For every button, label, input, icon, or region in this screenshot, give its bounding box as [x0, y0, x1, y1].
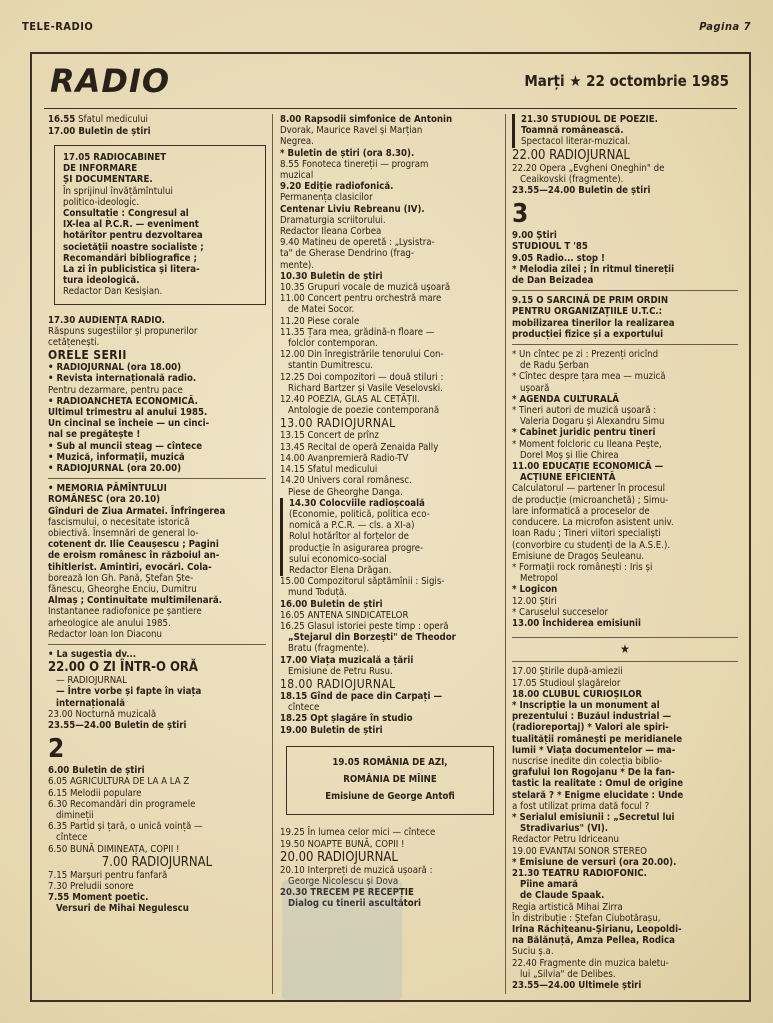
text-line: Regia artistică Mihai Zirra — [512, 901, 623, 913]
radio-schedule-frame — [30, 52, 751, 1002]
text-line: de Dan Beizadea — [512, 275, 594, 287]
text-line: Redactor Elena Drăgan. — [289, 564, 392, 576]
text-line: 11.00 EDUCAȚIE ECONOMICĂ — — [512, 461, 664, 473]
text-line: cîntece — [288, 702, 320, 714]
radiojurnal-18: 18.00 RADIOJURNAL — [280, 676, 396, 691]
schedule-date: Marți ★ 22 octombrie 1985 — [524, 72, 729, 90]
page-number: Pagina 7 — [699, 20, 751, 33]
radiojurnal-7: 7.00 RADIOJURNAL — [101, 854, 213, 870]
section-label: TELE-RADIO — [22, 20, 94, 33]
text-line: stelară ? * Enigme elucidate : Unde — [512, 789, 684, 801]
text-line: tastic la realitate : Omul de origine — [512, 778, 684, 790]
column-2 — [280, 114, 500, 910]
text-line: Almaș ; Continuitate multimilenară. — [48, 595, 222, 607]
text-line: 14.00 Avanpremieră Radio-TV — [280, 452, 409, 464]
text-line: 12.25 Doi compozitori — două stiluri : — [280, 371, 444, 383]
text-line: dimineții — [56, 810, 94, 822]
text-line: 12.00 Din înregistrările tenorului Con- — [280, 349, 444, 361]
text-line: 17.00 Viața muzicală a țării — [280, 654, 414, 666]
column-1 — [48, 114, 266, 915]
box-line: IX-lea al P.C.R. — eveniment — [63, 219, 199, 231]
text-line: mobilizarea tinerilor la realizarea — [512, 317, 675, 329]
studioul-de-poezie-block — [512, 114, 738, 148]
text-line: nal se pregătește ! — [48, 429, 141, 441]
text-line: 13.15 Concert de prînz — [280, 430, 379, 442]
column-divider — [505, 114, 506, 994]
box-line: politico-ideologic. — [63, 196, 140, 208]
list-item: 16.55 Sfatul medicului — [48, 114, 148, 125]
romania-de-azi-box — [286, 746, 494, 816]
text-line: PENTRU ORGANIZAȚIILE U.T.C.: — [512, 306, 663, 318]
text-line: * AGENDA CULTURALĂ — [512, 393, 619, 405]
text-line: Ultimul trimestru al anului 1985. — [48, 406, 208, 418]
text-line: 13.45 Recital de operă Zenaida Pally — [280, 441, 439, 453]
text-line: 10.35 Grupuri vocale de muzică ușoară — [280, 282, 451, 294]
text-line: 22.20 Opera „Evgheni Oneghin" de — [512, 162, 665, 174]
box-line: Consultație : Congresul al — [63, 207, 189, 219]
box-line: ROMÂNIA DE MÎINE — [343, 773, 437, 785]
text-line: tihitlerist. Amintiri, evocări. Cola- — [48, 561, 212, 573]
radiojurnal-20: 20.00 RADIOJURNAL — [280, 849, 398, 865]
orele-serii-heading: ORELE SERII — [48, 348, 127, 363]
text-line: * Melodia zilei ; În ritmul tinereții — [512, 263, 675, 275]
text-line: obiectivă. Însemnări de general lo- — [48, 528, 199, 539]
text-line: • MEMORIA PĂMÎNTULUI — [48, 483, 167, 495]
text-line: Stradivarius" (VI). — [520, 823, 609, 835]
text-line: arheologice ale anului 1985. — [48, 617, 171, 629]
text-line: Toamnă românească. — [521, 125, 624, 137]
text-line: George Nicolescu și Dova — [288, 875, 399, 887]
text-line: 18.15 Gînd de pace din Carpați — — [280, 690, 443, 702]
text-line: 18.25 Opt șlagăre în studio — [280, 713, 413, 725]
text-line: • Revista internațională radio. — [48, 373, 197, 385]
text-line: 16.05 ANTENA SINDICATELOR — [280, 609, 409, 621]
text-line: Pîine amară — [520, 879, 578, 891]
text-line: „Stejarul din Borzești" de Theodor — [288, 632, 456, 644]
audienta-title: 17.30 AUDIENȚA RADIO. — [48, 314, 165, 326]
text-line: de Matei Socor. — [288, 304, 355, 316]
text-line: 6.35 Partid și țară, o unică voință — — [48, 821, 203, 833]
text-line: 9.20 Ediție radiofonică. — [280, 181, 394, 193]
text-line: 9.40 Matineu de operetă : „Lysistra- — [280, 237, 435, 249]
text-line: Suciu ș.a. — [512, 946, 554, 958]
text-line: de producție (microanchetă) ; Simu- — [512, 494, 669, 506]
text-line: Richard Bartzer și Vasile Veselovski. — [288, 382, 443, 394]
text-line: Redactor Petru Idriceanu — [512, 834, 619, 846]
text-line: Instantanee radiofonice pe șantiere — [48, 606, 202, 618]
text-line: Emisiune de Dragoș Seuleanu. — [512, 550, 645, 562]
text-line: 14.30 Colocviile radioșcoală — [289, 497, 425, 509]
text-line: Valeria Dogaru și Alexandru Simu — [520, 416, 665, 428]
text-line: 16.25 Glasul istoriei peste timp : operă — [280, 620, 449, 632]
text-line: * Cabinet juridic pentru tineri — [512, 427, 656, 439]
radiojurnal-22: 22.00 RADIOJURNAL — [512, 147, 630, 163]
text-line: Piese de Gheorghe Danga. — [288, 486, 403, 498]
text-line: 8.55 Fonoteca tinereții — program — [280, 158, 429, 170]
day-number-2: 2 — [48, 734, 65, 765]
text-line: • RADIOANCHETA ECONOMICĂ. — [48, 395, 198, 407]
text-line: 9.15 O SARCINĂ DE PRIM ORDIN — [512, 295, 669, 307]
text-line: cîntece — [56, 832, 88, 844]
text-line: fănescu, Gheorghe Enciu, Dumitru — [48, 584, 197, 596]
page-title: RADIO — [50, 62, 171, 100]
text-line: Ceaikovski (fragmente). — [520, 173, 624, 185]
text-line: Pentru dezarmare, pentru pace — [48, 384, 183, 396]
box-line: 17.05 RADIOCABINET — [63, 151, 167, 163]
text-line: Negrea. — [280, 136, 314, 148]
text-line: * Buletin de știri (ora 8.30). — [280, 147, 415, 159]
text-line: • Muzică, informații, muzică — [48, 451, 185, 463]
text-line: Răspuns sugestiilor și propunerilor — [48, 325, 198, 337]
text-line: 9.05 Radio... stop ! — [512, 252, 605, 264]
section-rule — [512, 290, 738, 291]
text-line: nuscrise inedite din colecția biblio- — [512, 755, 663, 767]
text-line: ROMÂNESC (ora 20.10) — [48, 494, 161, 506]
text-line: * Formații rock românești : Iris și — [512, 561, 653, 573]
text-line: Calculatorul — partener în procesul — [512, 483, 666, 495]
text-line: 19.00 Buletin de știri — [280, 724, 383, 736]
text-line: 23.55—24.00 Buletin de știri — [48, 720, 187, 732]
text-line: 9.00 Știri — [512, 230, 557, 242]
text-line: Ioan Radu ; Tineri viitori specialiști — [512, 528, 661, 540]
text-line: Bratu (fragmente). — [288, 643, 370, 655]
text-line: 7.15 Marșuri pentru fanfară — [48, 869, 168, 881]
text-line: • RADIOJURNAL (ora 20.00) — [48, 462, 182, 474]
text-line: * Logicon — [512, 584, 558, 596]
text-line: 12.40 POEZIA, GLAS AL CETĂȚII. — [280, 394, 420, 406]
text-line: lumii * Viața documentelor — ma- — [512, 744, 676, 756]
star-divider: ★ — [620, 642, 630, 657]
text-line: Un cincinal se încheie — un cinci- — [48, 418, 210, 430]
text-line: cetățenești. — [48, 336, 100, 348]
text-line: 19.00 EVANTAI SONOR STEREO — [512, 845, 647, 857]
section-rule — [512, 661, 738, 662]
column-3 — [512, 114, 738, 991]
box-line: La zi în publicistica și litera- — [63, 263, 200, 275]
text-line: * Emisiune de versuri (ora 20.00). — [512, 856, 677, 868]
text-line: * Serialul emisiunii : „Secretul lui — [512, 811, 675, 823]
text-line: 21.30 TEATRU RADIOFONIC. — [512, 867, 647, 879]
text-line: de Claude Spaak. — [520, 890, 605, 902]
text-line: * Inscripție la un monument al — [512, 699, 660, 711]
column-divider — [272, 114, 273, 994]
text-line: ușoară — [520, 382, 550, 394]
text-line: STUDIOUL T '85 — [512, 241, 588, 253]
text-line: sului economico-social — [289, 553, 387, 565]
text-line: Spectacol literar-muzical. — [521, 136, 631, 148]
text-line: 21.30 STUDIOUL DE POEZIE. — [521, 114, 658, 125]
box-line: ȘI DOCUMENTARE. — [63, 174, 153, 186]
box-line: În sprijinul învățămîntului — [63, 185, 173, 197]
text-line: 11.00 Concert pentru orchestră mare — [280, 293, 442, 305]
text-line: 17.05 Studioul șlagărelor — [512, 677, 621, 689]
section-rule — [48, 478, 266, 479]
text-line: prezentului : Buzăul industrial — — [512, 711, 672, 723]
text-line: mente). — [280, 259, 314, 271]
text-line: 8.00 Rapsodii simfonice de Antonin — [280, 114, 453, 125]
text-line: Gînduri de Ziua Armatei. Înfrîngerea — [48, 505, 226, 517]
text-line: Emisiune de Petru Rusu. — [288, 665, 393, 677]
text-line: 11.20 Piese corale — [280, 315, 360, 327]
text-line: 22.40 Fragmente din muzica baletu- — [512, 957, 669, 969]
text-line: Dorel Moș și Ilie Chirea — [520, 449, 619, 461]
text-line: Irina Răchițeanu-Șirianu, Leopoldi- — [512, 924, 682, 935]
text-line: 23.55—24.00 Ultimele știri — [512, 980, 642, 992]
text-line: Redactor Ioan Ion Diaconu — [48, 628, 163, 640]
text-line: 6.30 Recomandări din programele — [48, 798, 196, 810]
text-line: mund Toduță. — [288, 587, 347, 599]
text-line: de eroism românesc în războiul an- — [48, 550, 220, 562]
radiojurnal-13: 13.00 RADIOJURNAL — [280, 416, 396, 431]
text-line: 15.00 Compozitorul săptămînii : Sigis- — [280, 576, 445, 588]
box-line: tura ideologică. — [63, 275, 140, 287]
text-line: 11.35 Țara mea, grădină-n floare — — [280, 326, 435, 338]
text-line: Dvorak, Maurice Ravel și Marțian — [280, 125, 423, 137]
text-line: de Radu Șerban — [520, 360, 589, 372]
text-line: (convorbire cu studenți de la A.S.E.). — [512, 539, 671, 551]
list-item: 17.00 Buletin de știri — [48, 125, 151, 137]
text-line: Centenar Liviu Rebreanu (IV). — [280, 203, 425, 215]
text-line: conducere. La microfon asistent univ. — [512, 517, 674, 529]
text-line: 17.00 Știrile după-amiezii — [512, 666, 623, 678]
text-line: 20.30 TRECEM PE RECEPȚIE — [280, 887, 414, 899]
text-line: na Bălănuță, Amza Pellea, Rodica — [512, 935, 675, 947]
text-line: * Un cîntec pe zi : Prezenți oricînd — [512, 349, 659, 361]
text-line: 6.05 AGRICULTURA DE LA A LA Z — [48, 776, 190, 788]
text-line: 14.15 Sfatul medicului — [280, 464, 378, 476]
text-line: • Sub al muncii steag — cîntece — [48, 440, 203, 452]
text-line: — Între vorbe și fapte în viața — [56, 686, 202, 698]
box-line: DE INFORMARE — [63, 163, 138, 175]
section-rule — [512, 637, 738, 638]
box-line: Recomandări bibliografice ; — [63, 252, 197, 264]
text-line: * Moment folcloric cu Ileana Pește, — [512, 438, 662, 450]
text-line: 10.30 Buletin de știri — [280, 270, 383, 282]
box-line: Redactor Dan Kesișian. — [63, 286, 163, 298]
box-line: societății noastre socialiste ; — [63, 241, 204, 253]
text-line: ACȚIUNE EFICIENTĂ — [520, 472, 616, 484]
text-line: producției fizice și a exportului — [512, 328, 664, 340]
title-rule — [44, 108, 737, 109]
section-rule — [512, 344, 738, 345]
text-line: (Economie, politică, politica eco- — [289, 508, 430, 520]
text-line: Rolul hotărîtor al forțelor de — [289, 531, 409, 543]
text-line: * Cîntec despre țara mea — muzică — [512, 371, 666, 383]
text-line: Dialog cu tinerii ascultători — [288, 898, 421, 910]
text-line: — RADIOJURNAL — [56, 675, 127, 687]
text-line: 7.30 Preludii sonore — [48, 881, 134, 893]
text-line: Redactor Ileana Corbea — [280, 226, 382, 238]
text-line: 7.55 Moment poetic. — [48, 892, 149, 904]
text-line: 6.15 Melodii populare — [48, 787, 142, 799]
archive-stamp-mark — [282, 880, 402, 1000]
text-line: tualității românești pe meridianele — [512, 733, 683, 745]
text-line: fascismului, o necesitate istorică — [48, 516, 190, 528]
text-line: 19.25 În lumea celor mici — cîntece — [280, 827, 436, 839]
text-line: 16.00 Buletin de știri — [280, 598, 383, 610]
section-rule — [48, 644, 266, 645]
text-line: lui „Silvia" de Delibes. — [520, 968, 616, 980]
text-line: * Tineri autori de muzică ușoară : — [512, 405, 657, 417]
text-line: borează Ion Gh. Pană, Ștefan Ște- — [48, 572, 194, 584]
text-line: • La sugestia dv... — [48, 649, 137, 661]
text-line: grafului Ion Rogojanu * De la fan- — [512, 767, 675, 779]
text-line: 6.50 BUNĂ DIMINEAȚA, COPII ! — [48, 843, 180, 855]
text-line: 23.00 Nocturnă muzicală — [48, 708, 157, 720]
text-line: Metropol — [520, 573, 558, 585]
text-line: producție în asigurarea progre- — [289, 542, 424, 554]
text-line: folclor contemporan. — [288, 338, 378, 350]
running-head — [22, 20, 751, 36]
text-line: muzical — [280, 170, 314, 182]
text-line: Permanența clasicilor — [280, 192, 373, 204]
day-number-3: 3 — [512, 199, 529, 230]
text-line: • RADIOJURNAL (ora 18.00) — [48, 362, 182, 374]
radiocabinet-box — [54, 145, 266, 305]
text-line: internațională — [56, 697, 126, 709]
text-line: 13.00 Închiderea emisiunii — [512, 617, 641, 629]
text-line: 19.50 NOAPTE BUNĂ, COPII ! — [280, 838, 405, 850]
text-line: 12.00 Știri — [512, 595, 557, 607]
text-line: (radioreportaj) * Valori ale spiri- — [512, 722, 669, 734]
text-line: 6.00 Buletin de știri — [48, 765, 145, 777]
text-line: lare informatică a proceselor de — [512, 505, 650, 517]
text-line: Dramaturgia scriitorului. — [280, 214, 386, 226]
zi-intr-o-ora-title: 22.00 O ZI ÎNTR-O ORĂ — [48, 660, 198, 676]
box-line: Emisiune de George Antofi — [325, 791, 455, 803]
box-line: hotărîtor pentru dezvoltarea — [63, 230, 203, 242]
text-line: 23.55—24.00 Buletin de știri — [512, 185, 651, 197]
text-line: 14.20 Univers coral românesc. — [280, 475, 412, 487]
text-line: stantin Dumitrescu. — [288, 360, 374, 372]
box-line: 19.05 ROMÂNIA DE AZI, — [332, 756, 448, 768]
text-line: * Caruselul succeselor — [512, 606, 609, 618]
text-line: Versuri de Mihai Negulescu — [56, 903, 189, 915]
text-line: nomică a P.C.R. — cls. a XI-a) — [289, 520, 415, 532]
text-line: Antologie de poezie contemporană — [288, 405, 440, 417]
text-line: a fost utilizat prima dată focul ? — [512, 800, 650, 812]
text-line: În distribuție : Ștefan Ciubotărașu, — [512, 912, 661, 924]
text-line: ta" de Gherase Dendrino (frag- — [280, 248, 414, 260]
radioscoala-block — [280, 498, 500, 576]
text-line: cotenent dr. Ilie Ceaușescu ; Pagini — [48, 539, 219, 551]
text-line: 18.00 CLUBUL CURIOȘILOR — [512, 688, 642, 700]
text-line: 20.10 Interpreți de muzică ușoară : — [280, 864, 433, 876]
